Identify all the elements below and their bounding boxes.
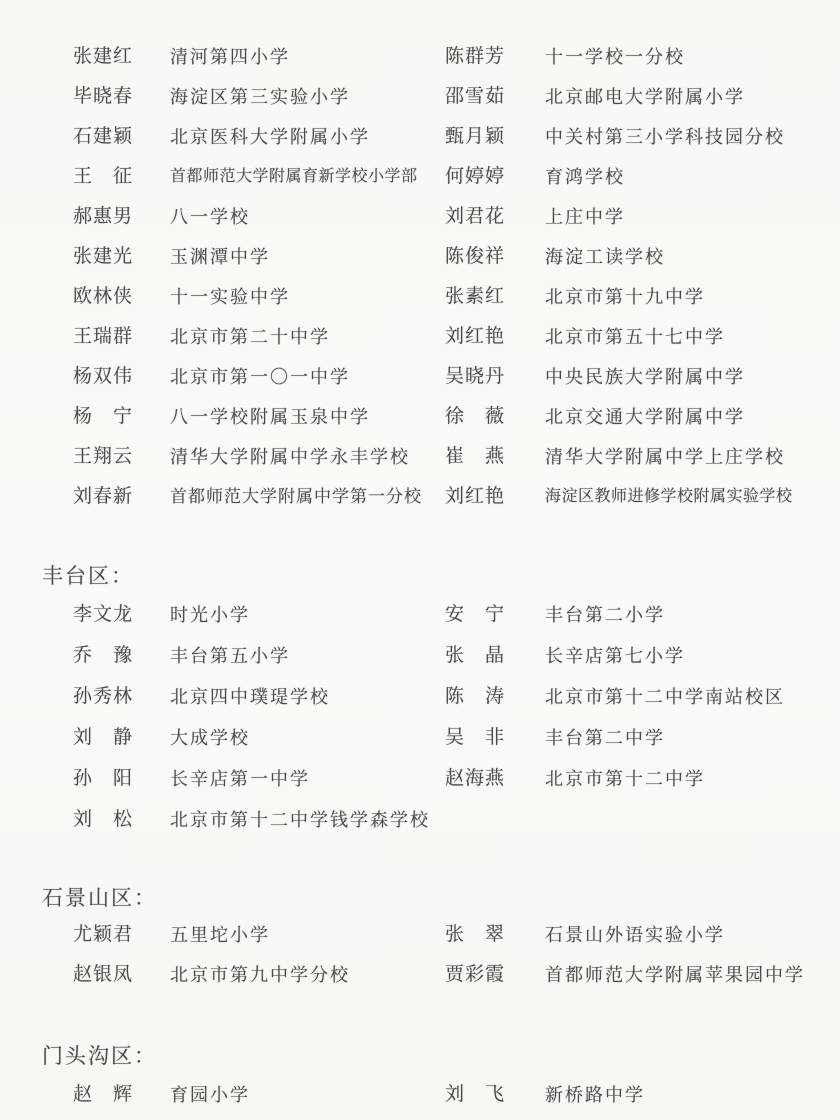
school-name: 首都师范大学附属苹果园中学 (545, 965, 805, 985)
table-row (0, 405, 840, 445)
teacher-name: 崔 燕 (445, 446, 506, 467)
school-name: 育鸿学校 (545, 167, 625, 187)
teacher-name: 陈 涛 (445, 686, 506, 707)
teacher-name: 刘 静 (73, 727, 134, 748)
teacher-name: 甄月颖 (445, 126, 506, 147)
teacher-name: 陈俊祥 (445, 246, 506, 267)
section-header-fengtai: 丰台区： (42, 564, 134, 588)
teacher-name: 赵 辉 (73, 1084, 134, 1105)
teacher-name: 吴 非 (445, 727, 506, 748)
teacher-name: 赵海燕 (445, 768, 506, 789)
teacher-name: 张建红 (73, 46, 134, 67)
school-name: 首都师范大学附属育新学校小学部 (170, 168, 418, 185)
teacher-name: 杨双伟 (73, 366, 134, 387)
school-name: 北京医科大学附属小学 (170, 127, 370, 147)
teacher-name: 贾彩霞 (445, 964, 506, 985)
teacher-name: 刘红艳 (445, 326, 506, 347)
teacher-name: 毕晓春 (73, 86, 134, 107)
school-name: 海淀区第三实验小学 (170, 87, 350, 107)
school-name: 长辛店第一中学 (170, 769, 310, 789)
school-name: 首都师范大学附属中学第一分校 (170, 487, 422, 506)
section-shijingshan (0, 923, 840, 1003)
table-row (0, 808, 840, 849)
school-name: 玉渊潭中学 (170, 247, 270, 267)
section-header-shijingshan: 石景山区： (42, 886, 157, 910)
teacher-name: 安 宁 (445, 604, 506, 625)
teacher-name: 杨 宁 (73, 406, 134, 427)
table-row (0, 963, 840, 1003)
teacher-name: 刘 飞 (445, 1084, 506, 1105)
school-name: 育园小学 (170, 1085, 250, 1105)
school-name: 清河第四小学 (170, 47, 290, 67)
table-row (0, 485, 840, 525)
school-name: 北京市第二十中学 (170, 327, 330, 347)
table-row (0, 923, 840, 963)
section-fengtai (0, 603, 840, 849)
teacher-name: 乔 豫 (73, 645, 134, 666)
school-name: 清华大学附属中学上庄学校 (545, 447, 785, 467)
teacher-name: 张 翠 (445, 924, 506, 945)
school-name: 八一学校附属玉泉中学 (170, 407, 370, 427)
table-row (0, 445, 840, 485)
teacher-name: 欧林侠 (73, 286, 134, 307)
school-name: 中央民族大学附属中学 (545, 367, 745, 387)
school-name: 八一学校 (170, 207, 250, 227)
teacher-name: 张建光 (73, 246, 134, 267)
table-row (0, 165, 840, 205)
teacher-name: 尤颖君 (73, 924, 134, 945)
school-name: 北京市第一〇一中学 (170, 367, 350, 387)
teacher-name: 刘春新 (73, 486, 134, 507)
teacher-name: 刘 松 (73, 809, 134, 830)
teacher-name: 刘君花 (445, 206, 506, 227)
table-row (0, 285, 840, 325)
school-name: 丰台第二中学 (545, 728, 665, 748)
teacher-name: 王 征 (73, 166, 134, 187)
teacher-name: 李文龙 (73, 604, 134, 625)
school-name: 五里坨小学 (170, 925, 270, 945)
teacher-name: 何婷婷 (445, 166, 506, 187)
school-name: 北京市第十二中学 (545, 769, 705, 789)
teacher-name: 孙秀林 (73, 686, 134, 707)
teacher-name: 徐 薇 (445, 406, 506, 427)
table-row (0, 85, 840, 125)
table-row (0, 1083, 840, 1120)
school-name: 丰台第五小学 (170, 646, 290, 666)
teacher-name: 刘红艳 (445, 486, 506, 507)
teacher-name: 邵雪茹 (445, 86, 506, 107)
section-haidian-continuation (0, 45, 840, 525)
teacher-name: 郝惠男 (73, 206, 134, 227)
school-name: 北京邮电大学附属小学 (545, 87, 745, 107)
table-row (0, 205, 840, 245)
table-row (0, 365, 840, 405)
school-name: 北京市第十九中学 (545, 287, 705, 307)
school-name: 中关村第三小学科技园分校 (545, 127, 785, 147)
teacher-name: 孙 阳 (73, 768, 134, 789)
teacher-name: 张素红 (445, 286, 506, 307)
school-name: 北京市第五十七中学 (545, 327, 725, 347)
school-name: 北京交通大学附属中学 (545, 407, 745, 427)
school-name: 十一实验中学 (170, 287, 290, 307)
school-name: 上庄中学 (545, 207, 625, 227)
section-mentougou (0, 1083, 840, 1120)
table-row (0, 644, 840, 685)
teacher-name: 王瑞群 (73, 326, 134, 347)
school-name: 丰台第二小学 (545, 605, 665, 625)
table-row (0, 685, 840, 726)
school-name: 长辛店第七小学 (545, 646, 685, 666)
school-name: 北京市第九中学分校 (170, 965, 350, 985)
school-name: 大成学校 (170, 728, 250, 748)
school-name: 新桥路中学 (545, 1085, 645, 1105)
table-row (0, 603, 840, 644)
table-row (0, 325, 840, 365)
table-row (0, 245, 840, 285)
section-header-mentougou: 门头沟区： (42, 1044, 157, 1068)
teacher-name: 石建颖 (73, 126, 134, 147)
teacher-name: 张 晶 (445, 645, 506, 666)
teacher-name: 吴晓丹 (445, 366, 506, 387)
school-name: 十一学校一分校 (545, 47, 685, 67)
teacher-name: 陈群芳 (445, 46, 506, 67)
school-name: 时光小学 (170, 605, 250, 625)
table-row (0, 767, 840, 808)
school-name: 北京市第十二中学钱学森学校 (170, 810, 430, 830)
table-row (0, 45, 840, 85)
school-name: 清华大学附属中学永丰学校 (170, 447, 410, 467)
school-name: 石景山外语实验小学 (545, 925, 725, 945)
teacher-name: 赵银凤 (73, 964, 134, 985)
school-name: 海淀工读学校 (545, 247, 665, 267)
table-row (0, 726, 840, 767)
table-row (0, 125, 840, 165)
school-name: 海淀区教师进修学校附属实验学校 (545, 488, 793, 505)
school-name: 北京四中璞瑅学校 (170, 687, 330, 707)
school-name: 北京市第十二中学南站校区 (545, 687, 785, 707)
teacher-name: 王翔云 (73, 446, 134, 467)
